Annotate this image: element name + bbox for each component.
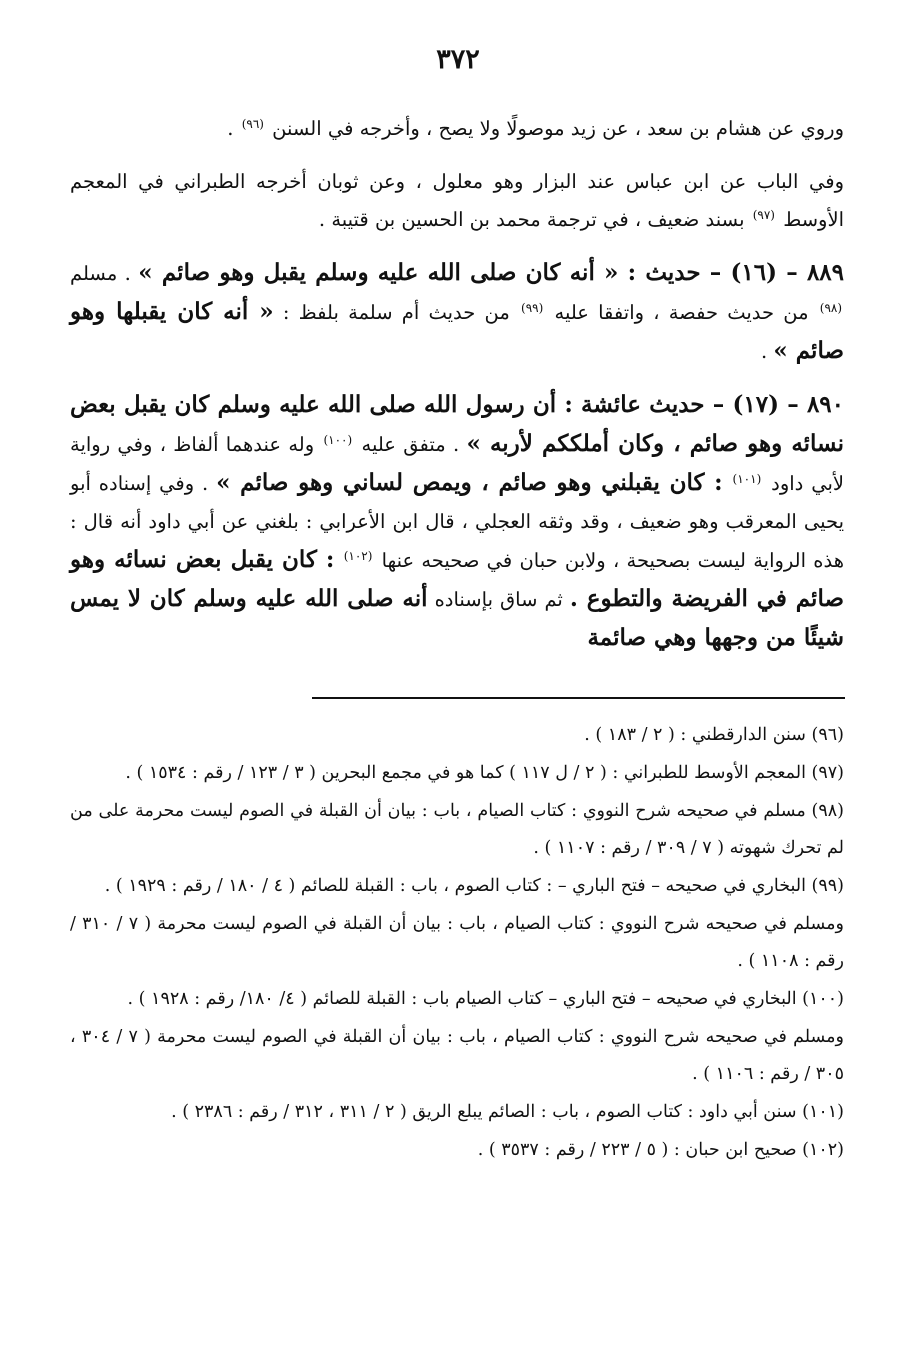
hadith-889 [70, 254, 844, 371]
hadith-heading: ٨٨٩ – (١٦) – حديث : « أنه كان صلى الله عليه وسلم يقبل وهو صائم » [138, 259, 844, 286]
footnotes [70, 717, 844, 1170]
footnote-102: (١٠٢) صحيح ابن حبان : ( ٥ / ٢٢٣ / رقم : ٣٥٣٧ ) . [477, 1140, 844, 1160]
footnote-98: (٩٨) مسلم في صحيحه شرح النووي : كتاب الصيام ، باب : بيان أن القبلة في الصوم ليست محرمة على من لم تحرك شهوته ( ٧ / ٣٠٩ / رقم : ١١٠٧ ) . [70, 801, 844, 858]
paragraph-1 [70, 110, 844, 148]
hadith-quote: : كان يقبل بعض نسائه وهو صائم في الفريضة والتطوع . [70, 546, 844, 612]
paragraph-text: من حديث حفصة ، واتفقا عليه [554, 301, 809, 324]
footnote-100: (١٠٠) البخاري في صحيحه – فتح الباري – كتاب الصيام باب : القبلة للصائم ( ٤/ ١٨٠/ رقم : ١٩٢٨ ) . [127, 989, 844, 1009]
hadith-890 [70, 386, 844, 658]
hadith-quote: « أنه كان يقبلها وهو صائم » [70, 298, 844, 364]
hadith-quote: أنه صلى الله عليه وسلم كان لا يمس شيئًا من وجهها وهي صائمة [70, 585, 844, 651]
paragraph-text: ثم ساق بإسناده [434, 588, 563, 611]
main-text [70, 110, 844, 673]
footnote-divider [312, 697, 845, 699]
footnote-101: (١٠١) سنن أبي داود : كتاب الصوم ، باب : الصائم يبلع الريق ( ٢ / ٣١١ ، ٣١٢ / رقم : ٢٣٨٦ ) . [171, 1102, 844, 1122]
paragraph-end: . [760, 340, 768, 363]
footnote-ref: (٩٧) [752, 207, 775, 222]
footnote-ref: (١٠٠) [323, 432, 353, 447]
paragraph-text: . متفق عليه [361, 433, 460, 456]
footnote-100-cont: ومسلم في صحيحه شرح النووي : كتاب الصيام ، باب : بيان أن القبلة في الصوم ليست محرمة ( ٧ / ٣٠٤ ، ٣٠٥ / رقم : ١١٠٦ ) . [70, 1027, 844, 1084]
hadith-heading: ٨٩٠ – (١٧) – حديث عائشة : أن رسول الله صلى الله عليه وسلم كان يقبل بعض نسائه وهو صائم ، وكان أملككم لأربه » [70, 391, 844, 457]
footnote-ref: (١٠١) [732, 471, 762, 486]
paragraph-end: . [227, 117, 234, 140]
footnote-99-cont: ومسلم في صحيحه شرح النووي : كتاب الصيام ، باب : بيان أن القبلة في الصوم ليست محرمة ( ٧ / ٣١٠ / رقم : ١١٠٨ ) . [70, 914, 844, 971]
paragraph-text: وفي الباب عن ابن عباس عند البزار وهو معلول ، وعن ثوبان أخرجه الطبراني في المعجم الأوسط [70, 170, 844, 231]
paragraph-text: بسند ضعيف ، في ترجمة محمد بن الحسين بن قتيبة . [318, 208, 745, 231]
hadith-quote: : كان يقبلني وهو صائم ، ويمص لساني وهو صائم » [216, 469, 723, 496]
footnote-ref: (٩٦) [241, 116, 264, 131]
paragraph-text: . مسلم [70, 262, 131, 285]
footnote-99: (٩٩) البخاري في صحيحه – فتح الباري – : كتاب الصوم ، باب : القبلة للصائم ( ٤ / ١٨٠ / رقم : ١٩٢٩ ) . [104, 876, 844, 896]
footnote-ref: (٩٩) [521, 300, 544, 315]
page-number: ٣٧٢ [436, 44, 480, 75]
paragraph-2 [70, 163, 844, 239]
footnote-ref: (٩٨) [819, 300, 843, 315]
paragraph-text: . وفي إسناده أبو يحيى المعرقب وهو ضعيف ، وقد وثقه العجلي ، قال ابن الأعرابي : بلغني عن أبي داود أنه قال : هذه الرواية ليست بصحيحة ، ولابن حبان في صحيحه عنها [70, 472, 845, 572]
paragraph-text: وروي عن هشام بن سعد ، عن زيد موصولًا ولا يصح ، وأخرجه في السنن [272, 117, 844, 140]
paragraph-text: وله عندهما ألفاظ ، وفي رواية لأبي داود [70, 433, 845, 495]
footnote-96: (٩٦) سنن الدارقطني : ( ٢ / ١٨٣ ) . [584, 725, 844, 745]
paragraph-text: من حديث أم سلمة بلفظ : [282, 301, 510, 324]
footnote-97: (٩٧) المعجم الأوسط للطبراني : ( ٢ / ل ١١٧ ) كما هو في مجمع البحرين ( ٣ / ١٢٣ / رقم : ١٥٣٤ ) . [125, 763, 844, 783]
footnote-ref: (١٠٢) [343, 548, 373, 563]
